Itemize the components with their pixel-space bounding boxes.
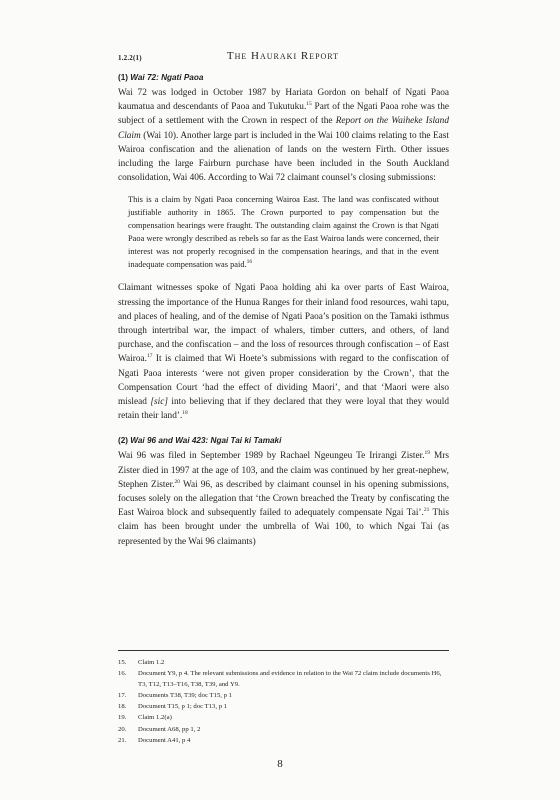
footnote: 19. Claim 1.2(a)	[118, 714, 172, 722]
paragraph-2: Claimant witnesses spoke of Ngati Paoa holding ahi ka over parts of East Wairoa, stressing the importance of the Hunua Ranges for their inland food resources, wahi tapu, and places of healing, and of the demise of Ngati Paoa’s position on the Tamaki isthmus through intertribal war, the impact of whalers, timber cutters, and others, of land purchase, and the confiscation – and the loss of resources through confiscation – of East Wairoa.$^{17}$ It is claimed that Wi Hoete’s submissions with regard to the confiscation of Ngati Paoa interests ‘were not given proper consideration by the Crown’, that the Compensation Court ‘had the effect of dividing Maori’, and that ‘Maori were also mislead [sic] into believing that if they declared that they were loyal that they would retain their land’.$^{18}$	[118, 283, 449, 422]
footnote: 17. Documents T38, T39; doc T15, p 1	[118, 692, 232, 700]
block-quote: This is a claim by Ngati Paoa concerning Wairoa East. The land was confiscated without justifiable authority in 1865. The Crown purported to pay compensation but the compensation hearings were fraught. The outstanding claim against the Crown is that Ngati Paoa were wrongly described as rebels so far as the East Wairoa lands were concerned, their interest was not properly recognised in the compensation hearings, and that in the event inadequate compensation was paid.$^{16}$	[128, 195, 439, 270]
page-number: 8	[277, 758, 283, 770]
body-text	[118, 72, 449, 549]
footnotes	[118, 657, 449, 746]
footnote-ref[interactable]: 17	[146, 353, 153, 360]
footnote-ref[interactable]: 19	[424, 450, 431, 457]
paragraph-1: Wai 72 was lodged in October 1987 by Hariata Gordon on behalf of Ngati Paoa kaumatua and descendants of Paoa and Tukutuku.$^{15}$ Part of the Ngati Paoa rohe was the subject of a settlement with the Crown in respect of the Report on the Waiheke Island Claim (Wai 10). Another large part is included in the Wai 100 claims relating to the East Wairoa confiscation and the alienation of lands on the western Firth. Other issues including the large Fairburn purchase have been included in the South Auckland consolidation, Wai 406. According to Wai 72 claimant counsel’s closing submissions:	[118, 88, 449, 184]
footnote-ref[interactable]: 15	[306, 101, 312, 108]
paragraph-3: Wai 96 was filed in September 1989 by Rachael Ngeungeu Te Irirangi Zister.$^{19}$ Mrs Zister died in 1997 at the age of 103, and the claim was continued by her great-nephew, Stephen Zister.$^{20}$ Wai 96, as described by claimant counsel in his opening submissions, focuses solely on the allegation that ‘the Crown breached the Treaty by confiscating the East Wairoa block and subsequently failed to adequately compensate Ngai Tai’.$^{21}$ This claim has been brought under the umbrella of Wai 100, to which Ngai Tai (as represented by the Wai 96 claimants)	[118, 450, 450, 547]
footnote-divider	[118, 650, 449, 651]
footnote: 20. Document A68, pp 1, 2	[118, 725, 201, 733]
footnote-ref[interactable]: 20	[174, 478, 181, 485]
footnote: 15. Claim 1.2	[118, 659, 165, 666]
running-head	[118, 50, 448, 66]
section-number: 1.2.2(1)	[118, 54, 142, 62]
footnote-ref[interactable]: 18	[182, 410, 188, 417]
section-heading-1: (1) Wai 72: Ngati Paoa	[118, 73, 204, 82]
footnote: 21. Document A41, p 4	[118, 736, 191, 744]
footnote-ref[interactable]: 16	[246, 259, 253, 266]
page-title: The Hauraki Report	[226, 50, 340, 62]
footnote: 18. Document T15, p 1; doc T13, p 1	[118, 703, 228, 711]
section-heading-2: (2) Wai 96 and Wai 423: Ngai Tai ki Tamaki	[118, 436, 282, 446]
footnote-ref[interactable]: 21	[423, 507, 430, 514]
footnote: 16. Document Y9, p 4. The relevant submissions and evidence in relation to the Wai 72 claim include documents H6, T3, T12, T13–T16, T38, T39, and Y9.	[118, 670, 442, 689]
